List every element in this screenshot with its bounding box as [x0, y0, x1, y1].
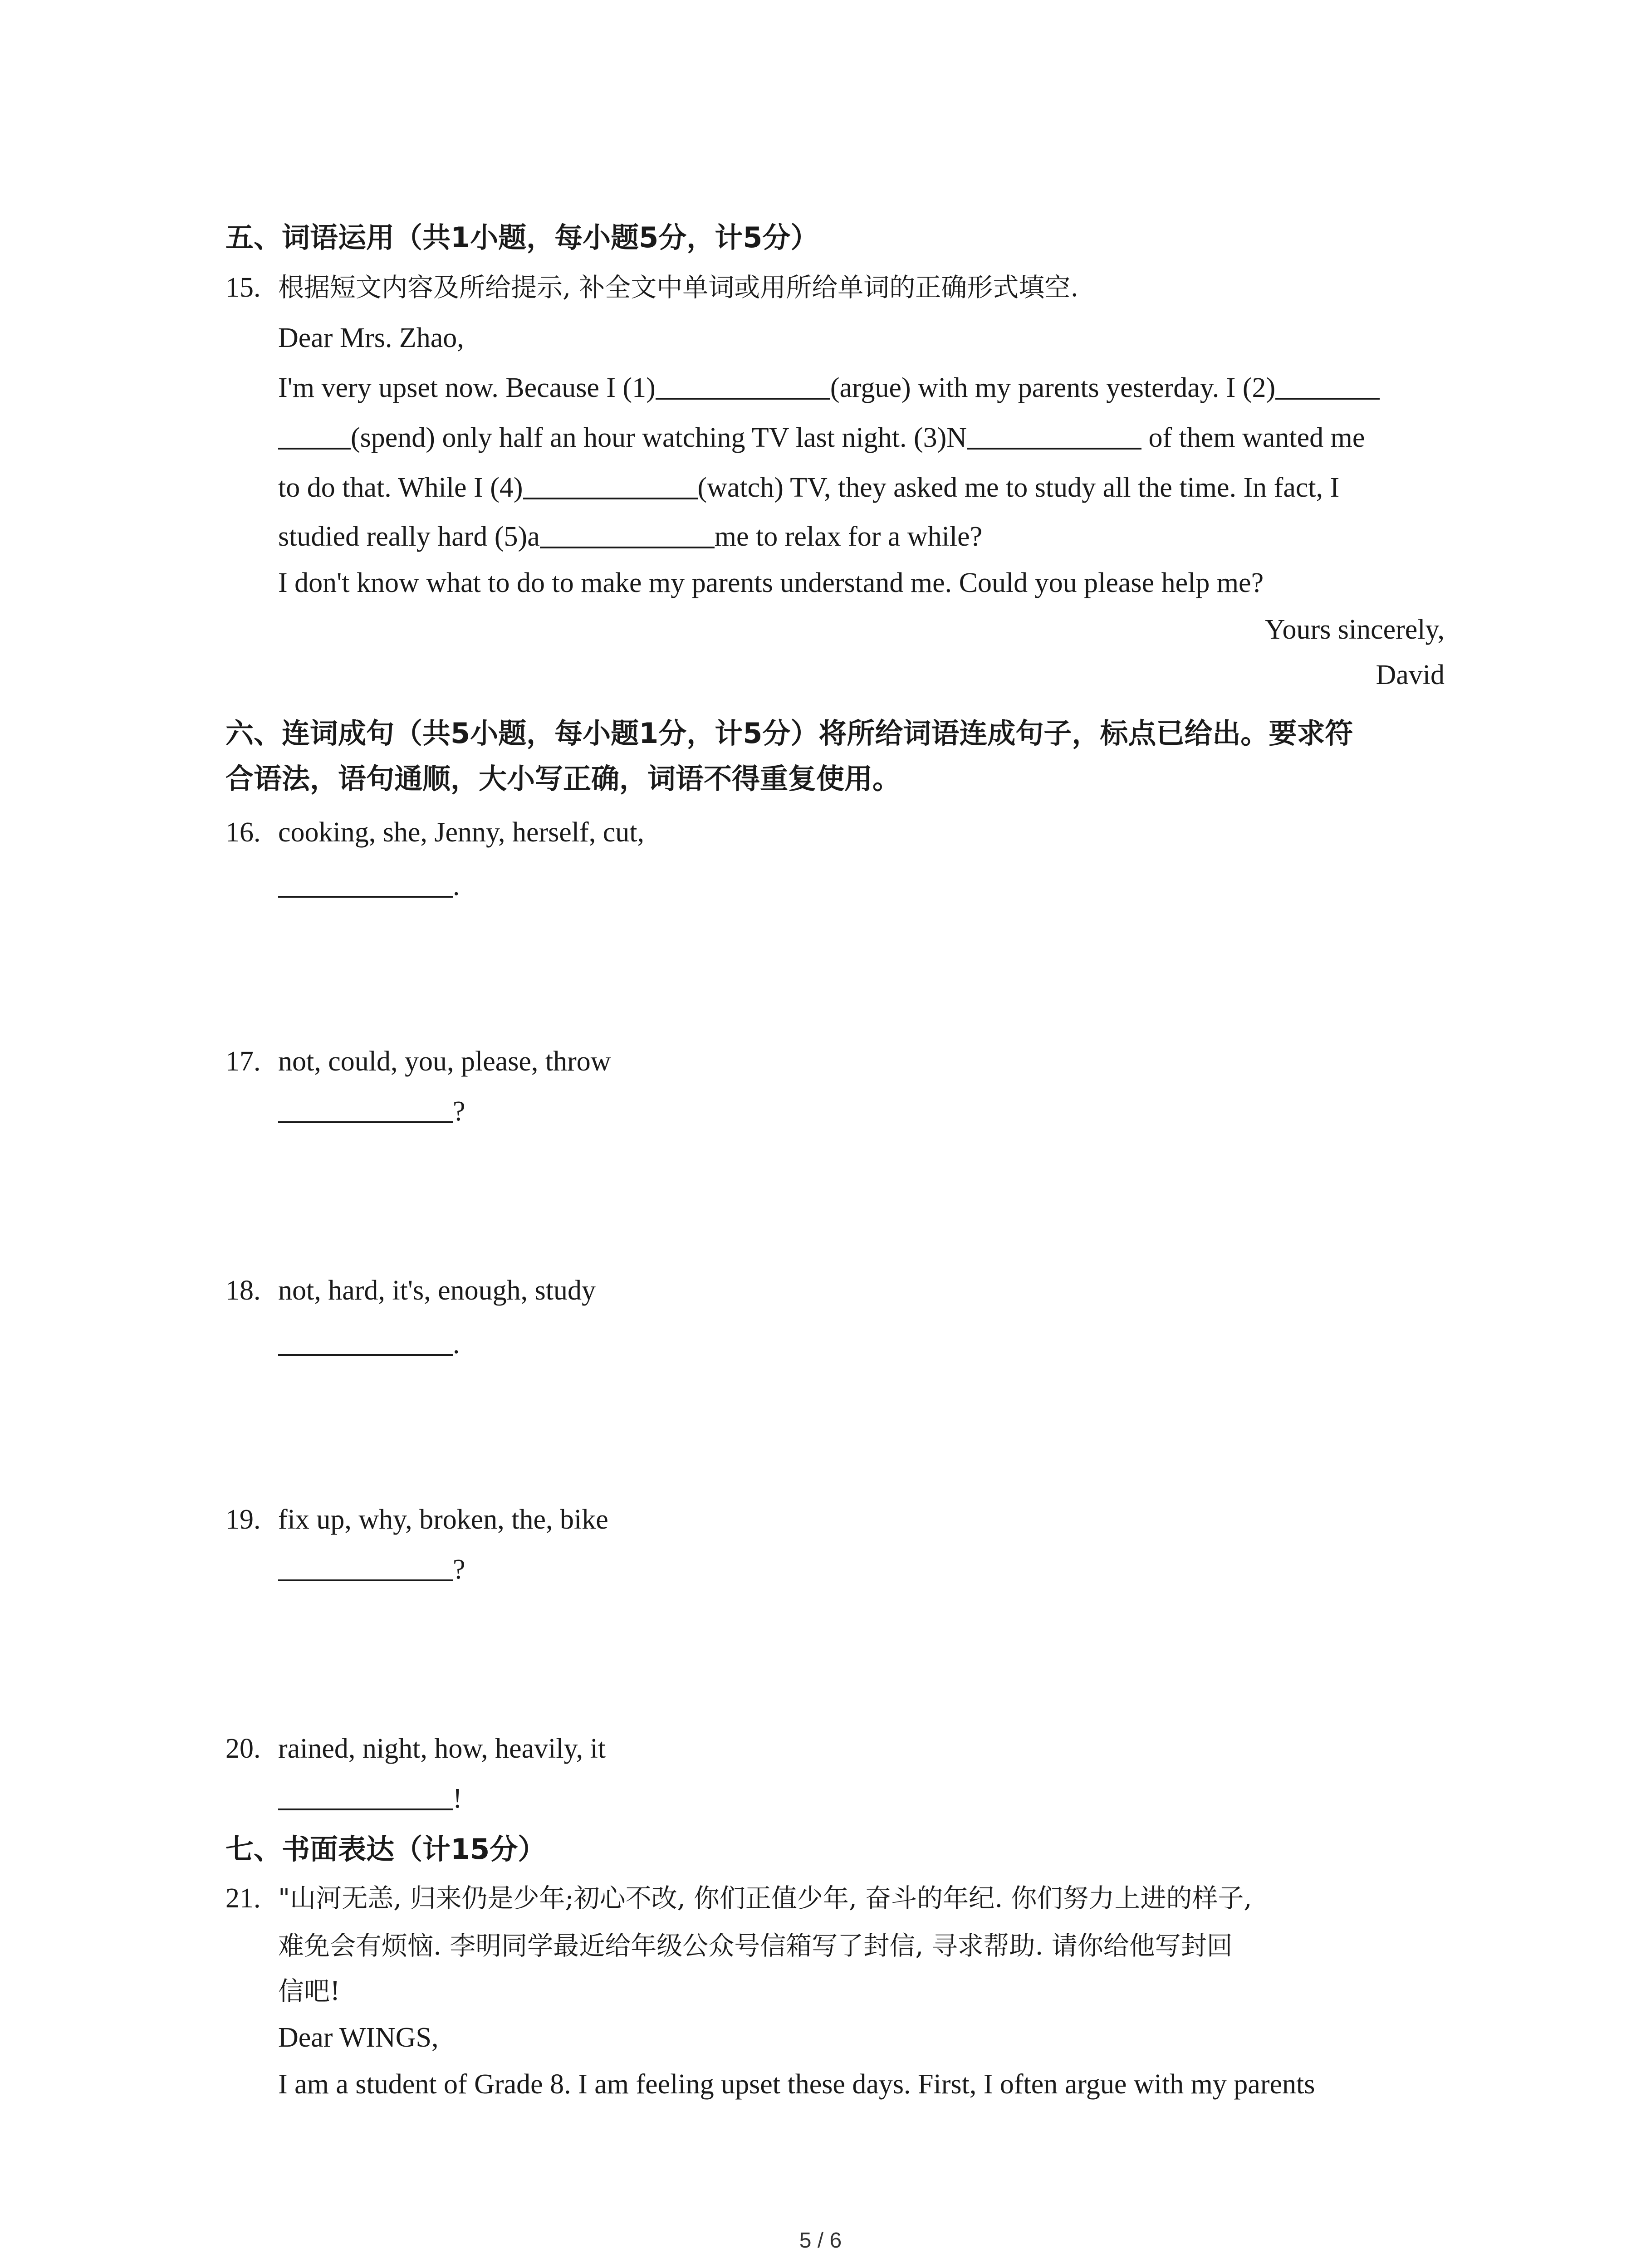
- question-18-punctuation: .: [453, 1329, 460, 1359]
- letter-line-4: [278, 514, 982, 559]
- question-21-prompt-line-3: 信吧!: [278, 1976, 340, 2006]
- question-19-punctuation: ?: [453, 1554, 465, 1585]
- letter-line-4-part-b: me to relax for a while?: [714, 521, 983, 552]
- question-17-words: not, could, you, please, throw: [278, 1046, 611, 1077]
- question-18-answer-line: [278, 1321, 460, 1367]
- blank-4[interactable]: [523, 470, 698, 499]
- question-16-answer-line: [278, 863, 460, 909]
- question-21-number: 21.: [225, 1883, 261, 1914]
- letter-line-1-part-b: (argue) with my parents yesterday. I (2): [830, 372, 1276, 403]
- question-16-punctuation: .: [453, 870, 460, 901]
- question-15-instruction: 根据短文内容及所给提示, 补全文中单词或用所给单词的正确形式填空.: [278, 273, 1079, 303]
- question-19-answer-line: [278, 1547, 465, 1592]
- letter-line-2-part-b: of them wanted me: [1141, 422, 1365, 453]
- question-18-words: not, hard, it's, enough, study: [278, 1275, 596, 1306]
- letter-line-3-part-b: (watch) TV, they asked me to study all the time. In fact, I: [697, 472, 1340, 503]
- question-20-punctuation: !: [453, 1783, 462, 1814]
- question-21-letter-text: I am a student of Grade 8. I am feeling upset these days. First, I often argue with my parents: [278, 2069, 1315, 2100]
- letter-closing: Yours sincerely,: [1264, 614, 1445, 645]
- blank-2-first-part[interactable]: [1275, 371, 1380, 400]
- question-16-words: cooking, she, Jenny, herself, cut,: [278, 817, 644, 848]
- section-six-heading-line-1: 六、连词成句（共5小题，每小题1分，计5分）将所给词语连成句子，标点已给出。要求符: [225, 717, 1353, 750]
- letter-signature: David: [1376, 660, 1445, 690]
- question-15-number: 15.: [225, 272, 261, 303]
- question-20-number: 20.: [225, 1733, 261, 1764]
- blank-1[interactable]: [656, 371, 830, 400]
- letter-line-4-part-a: studied really hard (5)a: [278, 521, 540, 552]
- question-18-number: 18.: [225, 1275, 261, 1306]
- question-21-prompt-line-1: "山河无恙, 归来仍是少年;初心不改, 你们正值少年, 奋斗的年纪. 你们努力上进的样子,: [278, 1883, 1252, 1913]
- question-19-number: 19.: [225, 1504, 261, 1535]
- letter-line-1-part-a: I'm very upset now. Because I (1): [278, 372, 656, 403]
- answer-blank-20[interactable]: [278, 1781, 453, 1810]
- page-number: 5 / 6: [799, 2229, 842, 2253]
- section-six-heading-line-2: 合语法，语句通顺，大小写正确，词语不得重复使用。: [225, 762, 901, 795]
- answer-blank-18[interactable]: [278, 1327, 453, 1356]
- letter-line-1: [278, 365, 1380, 411]
- answer-blank-17[interactable]: [278, 1094, 453, 1123]
- letter-line-3-part-a: to do that. While I (4): [278, 472, 523, 503]
- question-21-greeting: Dear WINGS,: [278, 2022, 439, 2053]
- letter-line-2-part-a: (spend) only half an hour watching TV last night. (3)N: [351, 422, 967, 453]
- letter-line-3: [278, 465, 1339, 510]
- blank-2-second-part[interactable]: [278, 420, 351, 450]
- question-17-punctuation: ?: [453, 1096, 465, 1127]
- blank-3[interactable]: [967, 420, 1141, 450]
- section-seven-heading: 七、书面表达（计15分）: [225, 1833, 546, 1866]
- question-17-answer-line: [278, 1089, 465, 1134]
- letter-line-2: [278, 415, 1365, 460]
- answer-blank-19[interactable]: [278, 1552, 453, 1581]
- blank-5[interactable]: [540, 519, 715, 548]
- question-19-words: fix up, why, broken, the, bike: [278, 1504, 608, 1535]
- question-16-number: 16.: [225, 817, 261, 848]
- question-20-words: rained, night, how, heavily, it: [278, 1733, 606, 1764]
- answer-blank-16[interactable]: [278, 869, 453, 898]
- letter-line-5: I don't know what to do to make my parents understand me. Could you please help me?: [278, 567, 1264, 598]
- letter-greeting: Dear Mrs. Zhao,: [278, 323, 464, 353]
- question-20-answer-line: [278, 1776, 462, 1821]
- section-five-heading: 五、词语运用（共1小题，每小题5分，计5分）: [225, 221, 819, 254]
- question-21-prompt-line-2: 难免会有烦恼. 李明同学最近给年级公众号信箱写了封信, 寻求帮助. 请你给他写封回: [278, 1931, 1233, 1961]
- question-17-number: 17.: [225, 1046, 261, 1077]
